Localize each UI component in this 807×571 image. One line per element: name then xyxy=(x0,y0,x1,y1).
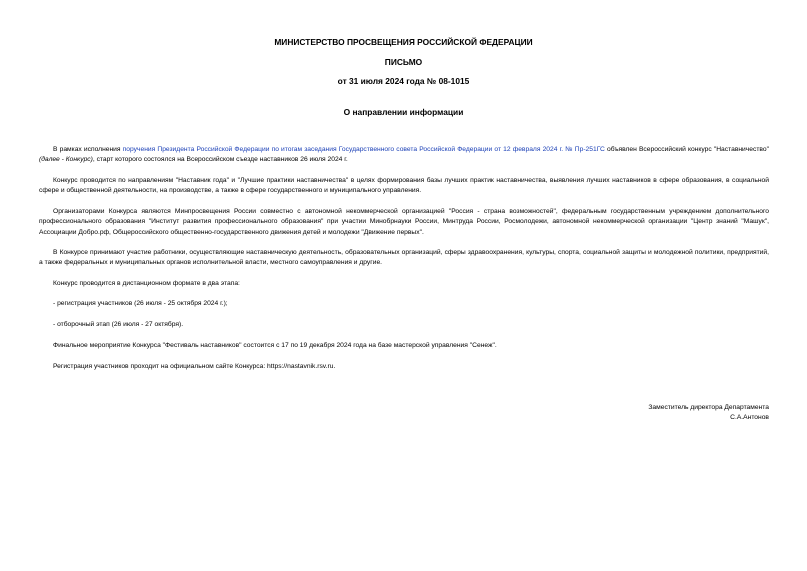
signatory-position: Заместитель директора Департамента xyxy=(648,404,769,411)
document-type: ПИСЬМО xyxy=(384,57,423,67)
paragraph-5 xyxy=(39,279,769,289)
paragraph-1 xyxy=(39,145,769,166)
presidential-order-link[interactable]: поручения Президента Российской Федерации по итогам заседания Государственного совета Российской Федерации от 12 февраля 2024 г. № Пр-251ГС xyxy=(122,146,605,153)
document-subject: О направлении информации xyxy=(343,107,464,117)
paragraph-6 xyxy=(39,299,769,309)
paragraph-5-text: Конкурс проводится в дистанционном формате в два этапа: xyxy=(53,280,240,287)
paragraph-3-text: Организаторами Конкурса являются Минпросвещения России совместно с автономной некоммерческой организацией "Россия - страна возможностей", федеральным государственным учреждением дополнительного профессионального образования "Институт развития профессионального образования" при участии Минобрнауки России, Минтруда России, Росмолодежи, автономной некоммерческой организации "Центр знаний "Машук", Ассоциации Добро.рф, Общероссийского общественно-государственного движения детей и молодежи "Движение первых". xyxy=(39,208,769,236)
document-date-number: от 31 июля 2024 года № 08-1015 xyxy=(337,76,470,86)
paragraph-1-end: , старт которого состоялся на Всероссийском съезде наставников 26 июля 2024 г. xyxy=(92,156,348,164)
paragraph-9-text: Регистрация участников проходит на официальном сайте Конкурса: https://nastavnik.rsv.ru. xyxy=(53,363,336,370)
paragraph-2-text: Конкурс проводится по направлениям "Наставник года" и "Лучшие практики наставничества" в целях формирования базы лучших практик наставничества, выявления лучших наставников в сфере образования, в социальной сфере и общественной деятельности, на производстве, а также в сфере государственного и муниципального управления. xyxy=(39,177,769,195)
paragraph-1-abbreviation: (далее - Конкурс) xyxy=(39,156,93,164)
paragraph-4-text: В Конкурсе принимают участие работники, осуществляющие наставническую деятельность, образовательных организаций, сферы здравоохранения, культуры, спорта, социальной защиты и молодежной политики, предприятий, а также федеральных и муниципальных органов исполнительной власти, местного самоуправления и другие. xyxy=(39,249,769,267)
paragraph-7-text: - отборочный этап (26 июля - 27 октября). xyxy=(53,321,184,328)
paragraph-4 xyxy=(39,248,769,269)
paragraph-9 xyxy=(39,362,769,372)
paragraph-2 xyxy=(39,176,769,197)
signatory-name: С.А.Антонов xyxy=(730,414,769,421)
paragraph-1-middle: объявлен Всероссийский конкурс "Наставничество" xyxy=(604,146,769,153)
ministry-heading: МИНИСТЕРСТВО ПРОСВЕЩЕНИЯ РОССИЙСКОЙ ФЕДЕРАЦИИ xyxy=(274,37,533,47)
paragraph-8 xyxy=(39,341,769,351)
paragraph-8-text: Финальное мероприятие Конкурса "Фестиваль наставников" состоится с 17 по 19 декабря 2024 года на базе мастерской управления "Сенеж". xyxy=(53,342,497,349)
paragraph-7 xyxy=(39,320,769,330)
paragraph-1-intro: В рамках исполнения xyxy=(53,146,123,153)
paragraph-3 xyxy=(39,207,769,238)
paragraph-6-text: - регистрация участников (26 июля - 25 октября 2024 г.); xyxy=(53,300,228,307)
